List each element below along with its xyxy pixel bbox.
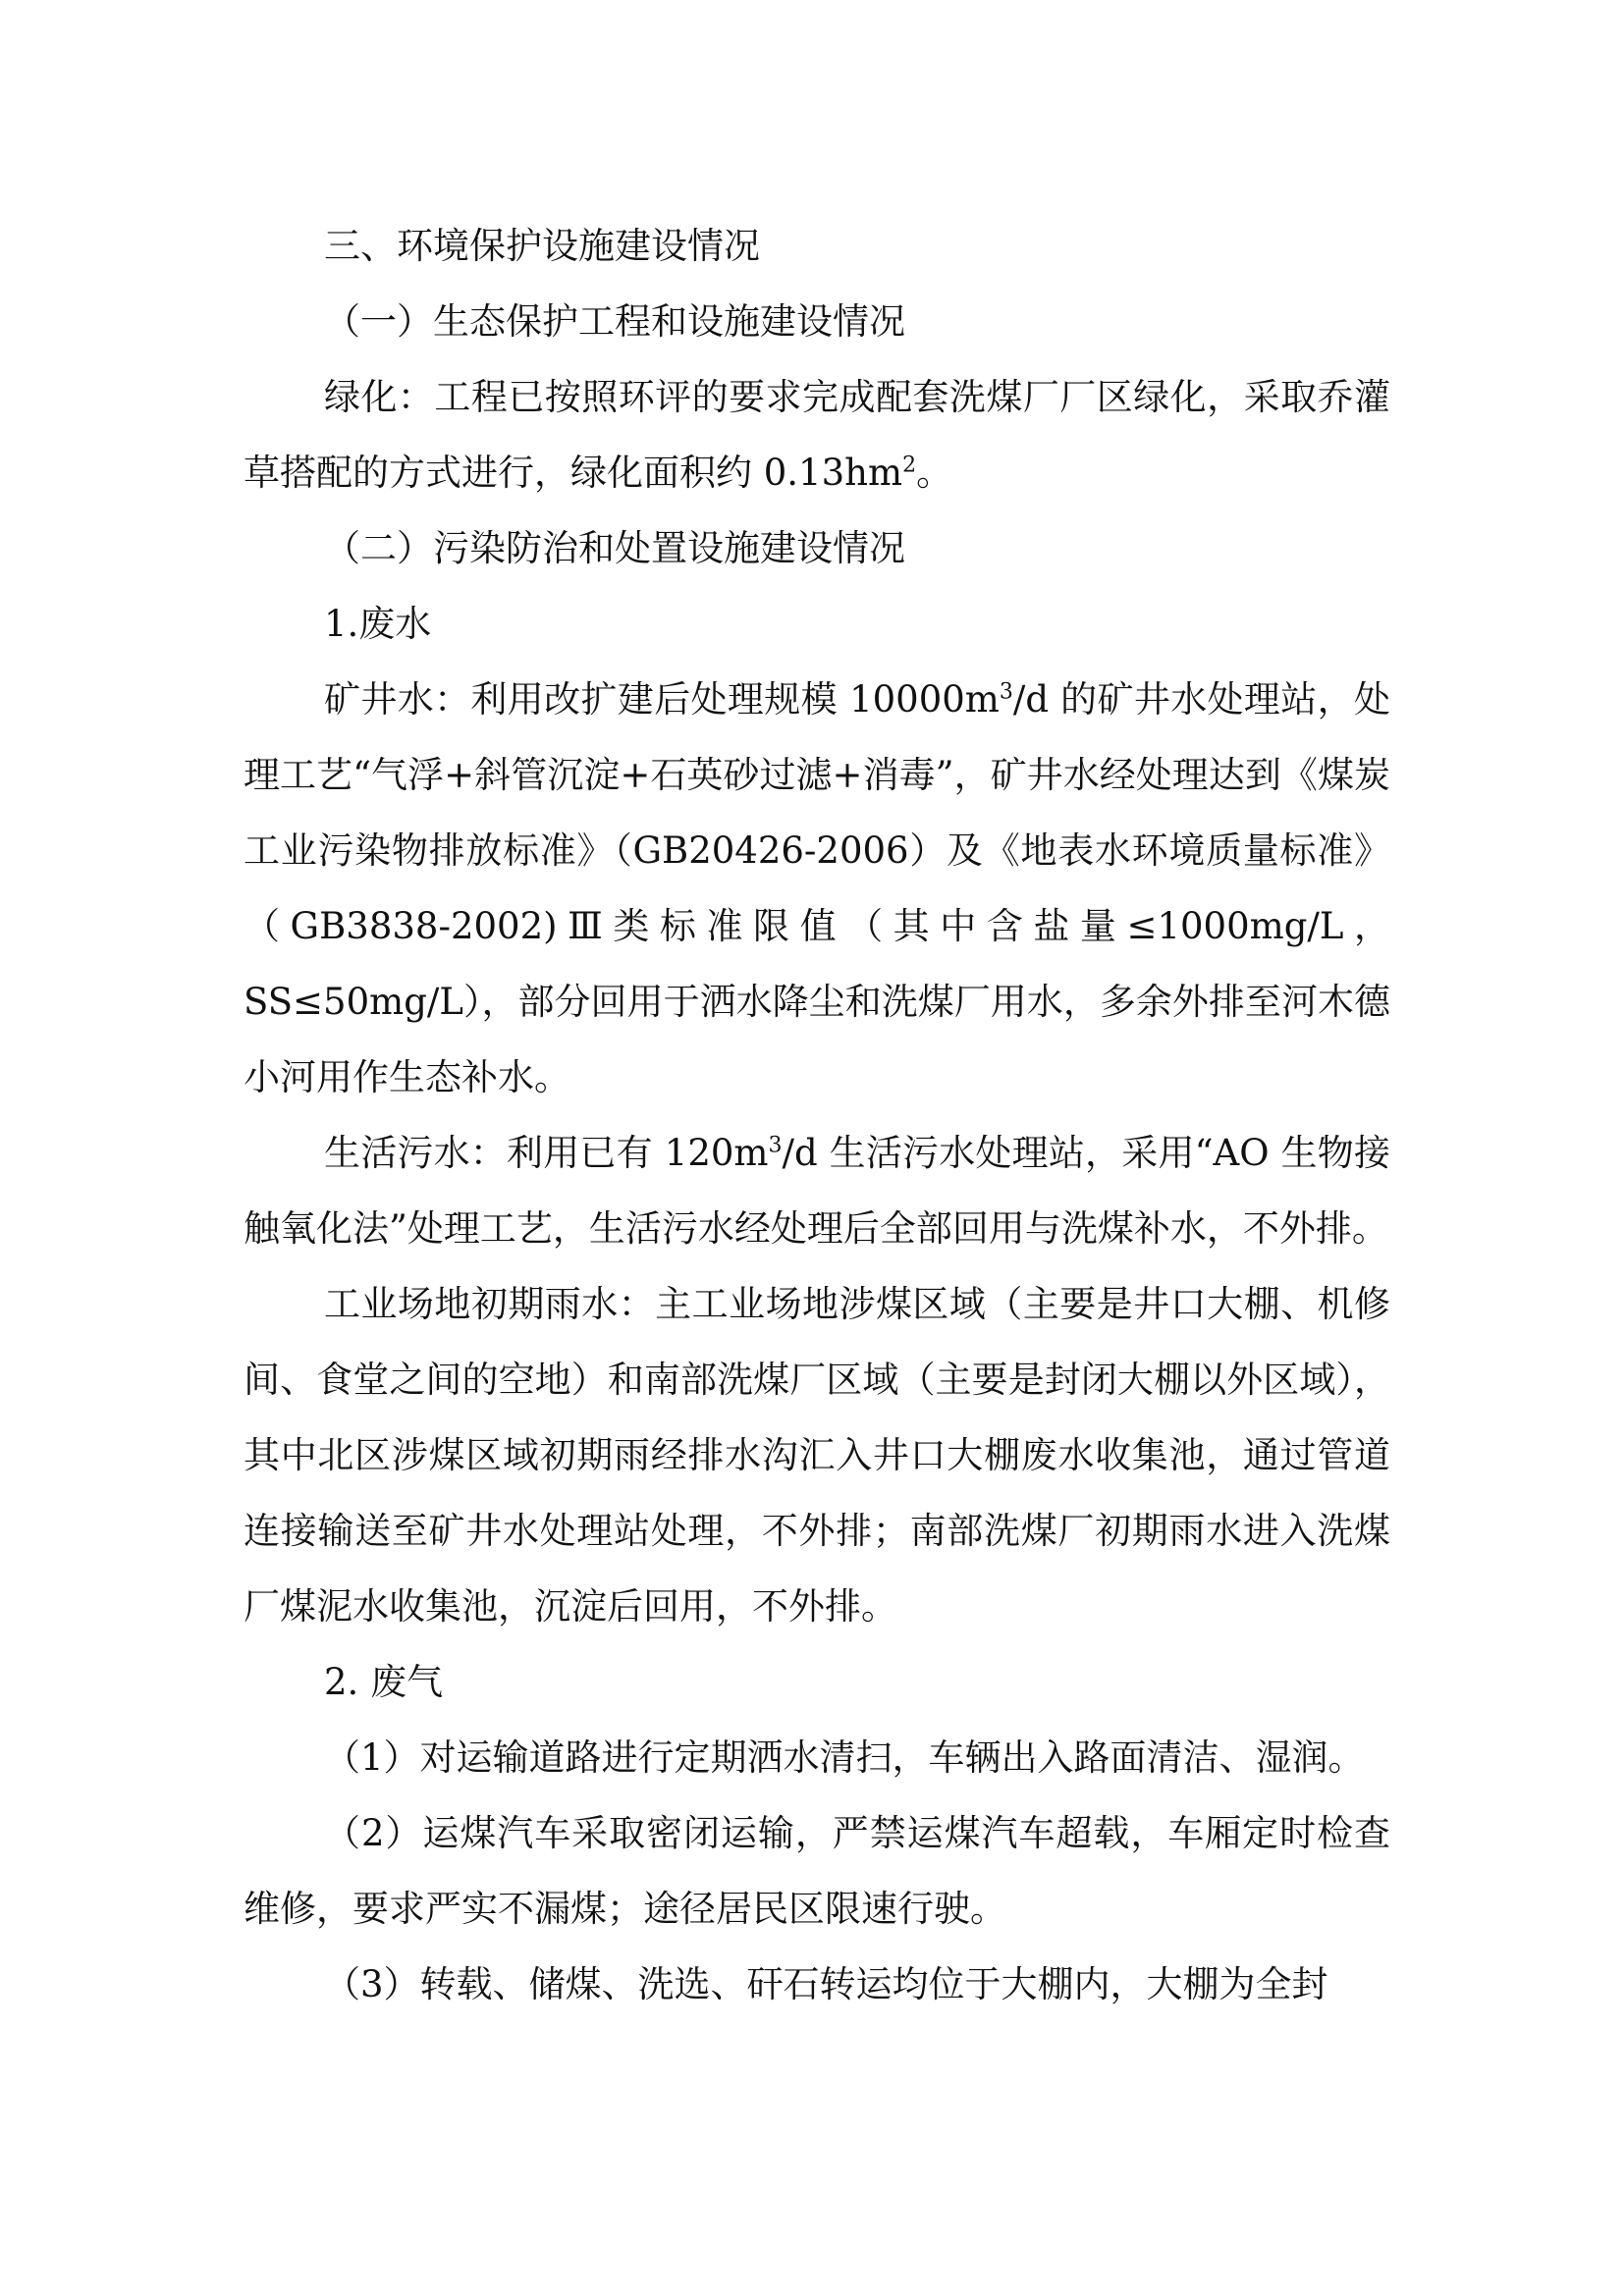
- rainwater-paragraph: 工业场地初期雨水：主工业场地涉煤区域（主要是井口大棚、机修间、食堂之间的空地）和南部洗煤厂区域（主要是封闭大棚以外区域），其中北区涉煤区域初期雨经排水沟汇入井口大棚废水收集池，通过管道连接输送至矿井水处理站处理，不外排；南部洗煤厂初期雨水进入洗煤厂煤泥水收集池，沉淀后回用，不外排。: [244, 1283, 1390, 1628]
- greening-paragraph: [244, 359, 1390, 510]
- section-title: 三、环境保护设施建设情况: [324, 225, 760, 267]
- ecology-heading: （一）生态保护工程和设施建设情况: [324, 300, 905, 343]
- exhaust-heading: 2. 废气: [324, 1661, 444, 1703]
- document-body: [244, 208, 1390, 2022]
- greening-text: 绿化：工程已按照环评的要求完成配套洗煤厂厂区绿化，采取乔灌草搭配的方式进行，绿化面积约 0.13hm: [244, 376, 1390, 494]
- domestic-sewage-text-end: /d 生活污水处理站，采用“AO 生物接触氧化法”处理工艺，生活污水经处理后全部回用与洗煤补水，不外排。: [244, 1132, 1390, 1250]
- domestic-sewage-superscript: 3: [768, 1133, 783, 1158]
- pollution-heading: （二）污染防治和处置设施建设情况: [324, 527, 905, 569]
- exhaust-item-1: （1）对运输道路进行定期洒水清扫，车辆出入路面清洁、湿润。: [324, 1736, 1365, 1779]
- mine-water-paragraph: [244, 662, 1390, 1115]
- mine-water-superscript: 3: [999, 679, 1013, 705]
- mine-water-text-end: /d 的矿井水处理站，处理工艺“气浮+斜管沉淀+石英砂过滤+消毒”，矿井水经处理达到《煤炭工业污染物排放标准》（GB20426-2006）及《地表水环境质量标准》（GB3838-2002)Ⅲ类标准限值（其中含盐量≤1000mg/L，SS≤50mg/L），部分回用于洒水降尘和洗煤厂用水，多余外排至河木德小河用作生态补水。: [244, 678, 1390, 1098]
- greening-text-end: 。: [916, 452, 953, 494]
- wastewater-heading: 1.废水: [324, 603, 432, 645]
- domestic-sewage-text: 生活污水：利用已有 120m: [324, 1132, 769, 1174]
- mine-water-text: 矿井水：利用改扩建后处理规模 10000m: [324, 678, 1000, 721]
- greening-superscript: 2: [902, 453, 917, 478]
- exhaust-item-3: （3）转载、储煤、洗选、矸石转运均位于大棚内，大棚为全封: [324, 1963, 1328, 2005]
- exhaust-item-2: （2）运煤汽车采取密闭运输，严禁运煤汽车超载，车厢定时检查维修，要求严实不漏煤；途径居民区限速行驶。: [244, 1812, 1390, 1930]
- domestic-sewage-paragraph: [244, 1115, 1390, 1266]
